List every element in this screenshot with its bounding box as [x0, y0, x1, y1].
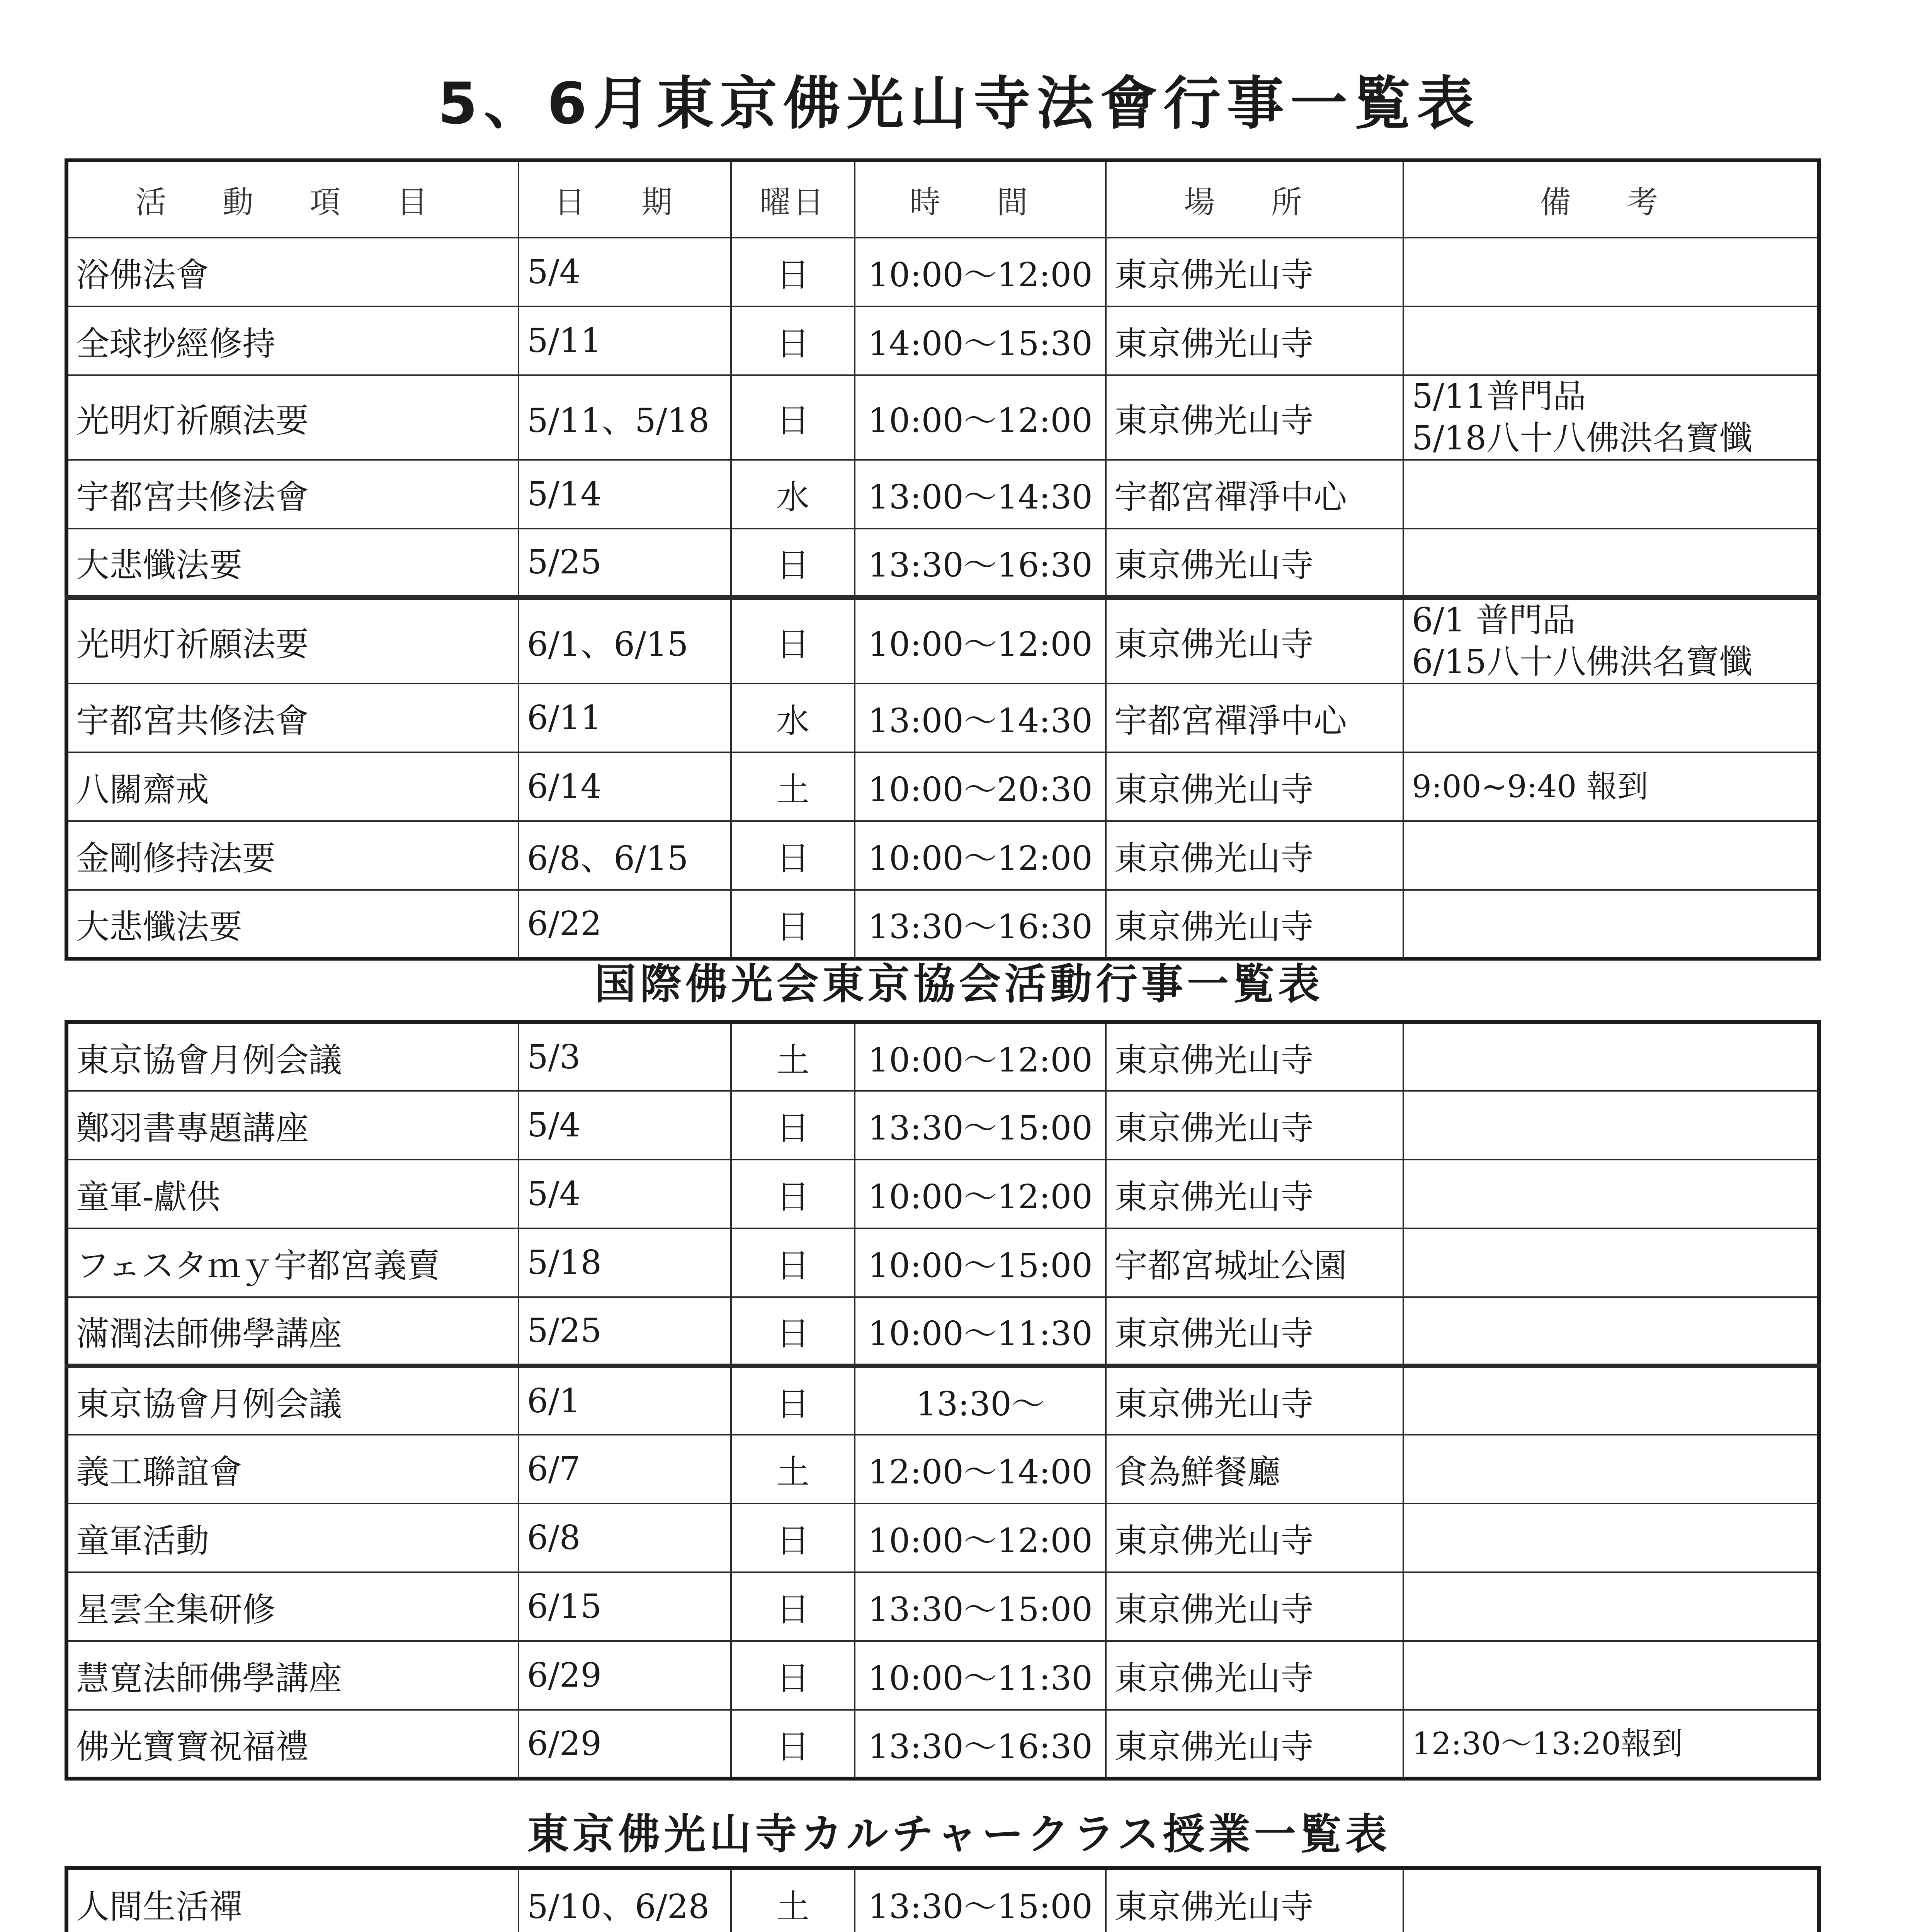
note-cell — [1403, 1868, 1819, 1932]
weekday-cell: 日 — [731, 597, 855, 684]
time-cell: 10:00～20:30 — [855, 752, 1106, 821]
date-cell: 5/10、6/28 — [519, 1868, 731, 1932]
time-cell: 13:30～16:30 — [855, 890, 1106, 959]
place-cell: 東京佛光山寺 — [1106, 1503, 1403, 1572]
table-row — [66, 1366, 1819, 1435]
place-cell: 宇都宮禪淨中心 — [1106, 684, 1403, 752]
activity-cell: 光明灯祈願法要 — [66, 597, 519, 684]
weekday-cell: 土 — [731, 1022, 855, 1091]
activity-cell: 宇都宮共修法會 — [66, 684, 519, 752]
time-cell: 10:00～12:00 — [855, 1022, 1106, 1091]
place-cell: 東京佛光山寺 — [1106, 306, 1403, 375]
activity-cell: 慧寛法師佛學講座 — [66, 1641, 519, 1710]
date-cell: 6/1 — [519, 1366, 731, 1435]
weekday-cell: 日 — [731, 890, 855, 959]
activity-cell: 光明灯祈願法要 — [66, 375, 519, 460]
weekday-cell: 日 — [731, 375, 855, 460]
table-row — [66, 1503, 1819, 1572]
place-cell: 東京佛光山寺 — [1106, 752, 1403, 821]
note-cell: 9:00~9:40 報到 — [1403, 752, 1819, 821]
note-cell — [1403, 1160, 1819, 1228]
place-cell: 東京佛光山寺 — [1106, 1022, 1403, 1091]
note-cell — [1403, 890, 1819, 959]
table-row — [66, 1297, 1819, 1366]
activity-cell: 童軍-獻供 — [66, 1160, 519, 1228]
time-cell: 13:30～15:00 — [855, 1868, 1106, 1932]
time-cell: 10:00～12:00 — [855, 821, 1106, 890]
date-cell: 5/4 — [519, 1091, 731, 1160]
time-cell: 10:00～12:00 — [855, 1160, 1106, 1228]
date-cell: 5/25 — [519, 1297, 731, 1366]
weekday-cell: 水 — [731, 684, 855, 752]
weekday-cell: 日 — [731, 1641, 855, 1710]
activity-cell: 大悲懺法要 — [66, 890, 519, 959]
note-cell — [1403, 1572, 1819, 1641]
table-row — [66, 529, 1819, 597]
note-cell — [1403, 1435, 1819, 1503]
note-cell — [1403, 1022, 1819, 1091]
place-cell: 宇都宮城址公園 — [1106, 1228, 1403, 1297]
activity-cell: 滿潤法師佛學講座 — [66, 1297, 519, 1366]
header-weekday: 曜日 — [731, 160, 855, 238]
date-cell: 6/8、6/15 — [519, 821, 731, 890]
time-cell: 13:30～ — [855, 1366, 1106, 1435]
note-cell — [1403, 1641, 1819, 1710]
table-row — [66, 1710, 1819, 1779]
place-cell: 東京佛光山寺 — [1106, 1572, 1403, 1641]
header-date: 日 期 — [519, 160, 731, 238]
date-cell: 6/22 — [519, 890, 731, 959]
note-cell — [1403, 1297, 1819, 1366]
place-cell: 東京佛光山寺 — [1106, 821, 1403, 890]
table-row — [66, 1641, 1819, 1710]
table-row — [66, 238, 1819, 306]
note-cell — [1403, 1228, 1819, 1297]
weekday-cell: 日 — [731, 1228, 855, 1297]
place-cell: 東京佛光山寺 — [1106, 1091, 1403, 1160]
time-cell: 12:00～14:00 — [855, 1435, 1106, 1503]
place-cell: 東京佛光山寺 — [1106, 529, 1403, 597]
table-row — [66, 1022, 1819, 1091]
activity-cell: 浴佛法會 — [66, 238, 519, 306]
table-row — [66, 684, 1819, 752]
note-cell — [1403, 1503, 1819, 1572]
weekday-cell: 日 — [731, 1572, 855, 1641]
time-cell: 10:00～11:30 — [855, 1641, 1106, 1710]
header-place: 場 所 — [1106, 160, 1403, 238]
activity-cell: 東京協會月例会議 — [66, 1366, 519, 1435]
weekday-cell: 日 — [731, 1160, 855, 1228]
weekday-cell: 土 — [731, 752, 855, 821]
place-cell: 東京佛光山寺 — [1106, 1297, 1403, 1366]
activity-cell: 大悲懺法要 — [66, 529, 519, 597]
date-cell: 5/11、5/18 — [519, 375, 731, 460]
weekday-cell: 水 — [731, 460, 855, 529]
weekday-cell: 日 — [731, 1091, 855, 1160]
association-events-table — [65, 1020, 1821, 1781]
date-cell: 6/8 — [519, 1503, 731, 1572]
place-cell: 東京佛光山寺 — [1106, 375, 1403, 460]
note-cell — [1403, 306, 1819, 375]
activity-cell: フェスタｍｙ宇都宮義賣 — [66, 1228, 519, 1297]
date-cell: 5/3 — [519, 1022, 731, 1091]
table-row — [66, 1572, 1819, 1641]
table-header-row — [66, 160, 1819, 238]
time-cell: 13:30～15:00 — [855, 1091, 1106, 1160]
temple-events-table — [65, 158, 1821, 961]
place-cell: 東京佛光山寺 — [1106, 1366, 1403, 1435]
place-cell: 東京佛光山寺 — [1106, 1868, 1403, 1932]
activity-cell: 東京協會月例会議 — [66, 1022, 519, 1091]
place-cell: 東京佛光山寺 — [1106, 597, 1403, 684]
date-cell: 6/11 — [519, 684, 731, 752]
note-cell — [1403, 597, 1819, 684]
activity-cell: 童軍活動 — [66, 1503, 519, 1572]
time-cell: 13:30～15:00 — [855, 1572, 1106, 1641]
activity-cell: 宇都宮共修法會 — [66, 460, 519, 529]
weekday-cell: 日 — [731, 238, 855, 306]
place-cell: 東京佛光山寺 — [1106, 238, 1403, 306]
weekday-cell: 日 — [731, 1366, 855, 1435]
date-cell: 6/7 — [519, 1435, 731, 1503]
activity-cell: 義工聯誼會 — [66, 1435, 519, 1503]
table-row — [66, 1228, 1819, 1297]
date-cell: 5/4 — [519, 1160, 731, 1228]
table-row — [66, 597, 1819, 684]
time-cell: 10:00～12:00 — [855, 238, 1106, 306]
time-cell: 10:00～11:30 — [855, 1297, 1106, 1366]
place-cell: 東京佛光山寺 — [1106, 1160, 1403, 1228]
place-cell: 東京佛光山寺 — [1106, 1710, 1403, 1779]
weekday-cell: 日 — [731, 529, 855, 597]
time-cell: 10:00～12:00 — [855, 597, 1106, 684]
header-time: 時 間 — [855, 160, 1106, 238]
time-cell: 13:00～14:30 — [855, 684, 1106, 752]
weekday-cell: 日 — [731, 1710, 855, 1779]
table-row — [66, 1160, 1819, 1228]
activity-cell: 人間生活禪 — [66, 1868, 519, 1932]
date-cell: 5/4 — [519, 238, 731, 306]
note-line: 5/18八十八佛洪名寶懺 — [1412, 418, 1753, 457]
date-cell: 5/11 — [519, 306, 731, 375]
weekday-cell: 日 — [731, 306, 855, 375]
weekday-cell: 日 — [731, 1503, 855, 1572]
table-row — [66, 821, 1819, 890]
weekday-cell: 日 — [731, 821, 855, 890]
table-row — [66, 1091, 1819, 1160]
place-cell: 東京佛光山寺 — [1106, 1641, 1403, 1710]
section-title-culture-class: 東京佛光山寺カルチャークラス授業一覧表 — [527, 1810, 1391, 1859]
table-row — [66, 306, 1819, 375]
date-cell: 6/14 — [519, 752, 731, 821]
note-cell — [1403, 1366, 1819, 1435]
activity-cell: 鄭羽書專題講座 — [66, 1091, 519, 1160]
table-row — [66, 890, 1819, 959]
page-title: 5、6月東京佛光山寺法會行事一覧表 — [438, 70, 1480, 137]
activity-cell: 八關齋戒 — [66, 752, 519, 821]
header-activity: 活 動 項 目 — [66, 160, 519, 238]
culture-class-table — [65, 1866, 1821, 1932]
table-row — [66, 1435, 1819, 1503]
activity-cell: 星雲全集研修 — [66, 1572, 519, 1641]
weekday-cell: 日 — [731, 1297, 855, 1366]
note-cell — [1403, 375, 1819, 460]
place-cell: 東京佛光山寺 — [1106, 890, 1403, 959]
date-cell: 5/14 — [519, 460, 731, 529]
date-cell: 6/1、6/15 — [519, 597, 731, 684]
note-cell — [1403, 821, 1819, 890]
section-title-association: 国際佛光会東京協会活動行事一覧表 — [594, 960, 1324, 1009]
place-cell: 宇都宮禪淨中心 — [1106, 460, 1403, 529]
table-row — [66, 460, 1819, 529]
weekday-cell: 土 — [731, 1868, 855, 1932]
table-row — [66, 752, 1819, 821]
time-cell: 10:00～12:00 — [855, 375, 1106, 460]
date-cell: 6/15 — [519, 1572, 731, 1641]
date-cell: 5/25 — [519, 529, 731, 597]
note-line: 5/11普門品 — [1412, 377, 1586, 416]
table-row — [66, 1868, 1819, 1932]
time-cell: 10:00～12:00 — [855, 1503, 1106, 1572]
association-events-body — [66, 1022, 1819, 1779]
header-note: 備 考 — [1403, 160, 1819, 238]
time-cell: 13:30～16:30 — [855, 529, 1106, 597]
date-cell: 6/29 — [519, 1641, 731, 1710]
activity-cell: 全球抄經修持 — [66, 306, 519, 375]
time-cell: 13:00～14:30 — [855, 460, 1106, 529]
note-cell — [1403, 1091, 1819, 1160]
time-cell: 10:00～15:00 — [855, 1228, 1106, 1297]
temple-events-body — [66, 238, 1819, 959]
note-cell: 12:30～13:20報到 — [1403, 1710, 1819, 1779]
note-line: 6/1 普門品 — [1412, 601, 1576, 639]
note-line: 6/15八十八佛洪名寶懺 — [1412, 642, 1753, 681]
weekday-cell: 土 — [731, 1435, 855, 1503]
date-cell: 6/29 — [519, 1710, 731, 1779]
time-cell: 13:30～16:30 — [855, 1710, 1106, 1779]
note-cell — [1403, 684, 1819, 752]
date-cell: 5/18 — [519, 1228, 731, 1297]
activity-cell: 佛光寶寶祝福禮 — [66, 1710, 519, 1779]
activity-cell: 金剛修持法要 — [66, 821, 519, 890]
table-row — [66, 375, 1819, 460]
time-cell: 14:00～15:30 — [855, 306, 1106, 375]
place-cell: 食為鮮餐廳 — [1106, 1435, 1403, 1503]
culture-class-body — [66, 1868, 1819, 1932]
note-cell — [1403, 238, 1819, 306]
note-cell — [1403, 529, 1819, 597]
note-cell — [1403, 460, 1819, 529]
